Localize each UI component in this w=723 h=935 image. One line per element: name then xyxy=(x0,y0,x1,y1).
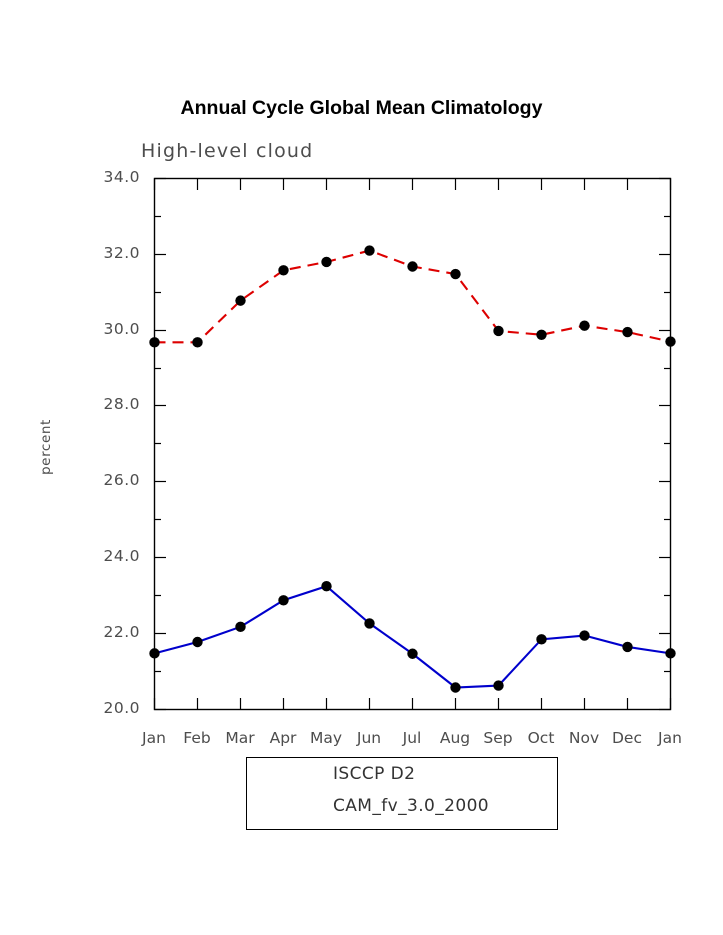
data-point-marker xyxy=(278,265,288,275)
data-point-marker xyxy=(235,295,245,305)
data-point-marker xyxy=(149,648,159,658)
x-tick-label: Apr xyxy=(269,729,297,747)
data-point-marker xyxy=(278,595,288,605)
data-point-marker xyxy=(579,630,589,640)
data-point-marker xyxy=(407,649,417,659)
legend-item-label: ISCCP D2 xyxy=(333,764,416,784)
x-tick-label: Nov xyxy=(568,729,600,747)
series-line xyxy=(155,586,671,687)
x-tick-label: Oct xyxy=(527,729,555,747)
y-tick-label: 28.0 xyxy=(103,395,140,413)
data-point-marker xyxy=(536,330,546,340)
y-tick-label: 34.0 xyxy=(103,168,140,186)
x-tick-label: Sep xyxy=(483,729,513,747)
y-tick-label: 32.0 xyxy=(103,244,140,262)
data-point-marker xyxy=(364,245,374,255)
data-point-marker xyxy=(321,581,331,591)
data-point-marker xyxy=(493,326,503,336)
data-point-marker xyxy=(149,337,159,347)
data-point-marker xyxy=(493,680,503,690)
data-point-marker xyxy=(536,634,546,644)
data-point-marker xyxy=(450,269,460,279)
legend xyxy=(246,757,558,830)
x-tick-label: Jun xyxy=(356,729,382,747)
chart-subtitle: High-level cloud xyxy=(141,140,314,162)
data-point-marker xyxy=(192,337,202,347)
y-tick-label: 20.0 xyxy=(103,699,140,717)
data-point-marker xyxy=(622,327,632,337)
data-point-marker xyxy=(407,261,417,271)
data-point-marker xyxy=(622,642,632,652)
data-point-marker xyxy=(665,648,675,658)
y-tick-label: 24.0 xyxy=(103,547,140,565)
x-tick-label: Jan xyxy=(658,729,682,747)
x-tick-label: May xyxy=(309,729,343,747)
x-tick-label: Jan xyxy=(142,729,166,747)
x-tick-label: Mar xyxy=(225,729,255,747)
data-point-marker xyxy=(364,618,374,628)
page-title: Annual Cycle Global Mean Climatology xyxy=(180,97,543,119)
data-point-marker xyxy=(192,637,202,647)
data-point-marker xyxy=(321,257,331,267)
y-tick-label: 22.0 xyxy=(103,623,140,641)
x-tick-label: Feb xyxy=(183,729,211,747)
x-tick-label: Dec xyxy=(612,729,642,747)
data-point-marker xyxy=(665,336,675,346)
legend-item-label: CAM_fv_3.0_2000 xyxy=(333,796,490,816)
x-tick-label: Jul xyxy=(402,729,422,747)
y-axis-label: percent xyxy=(38,419,54,475)
x-tick-label: Aug xyxy=(439,729,471,747)
y-tick-label: 26.0 xyxy=(103,471,140,489)
data-point-marker xyxy=(450,682,460,692)
data-point-marker xyxy=(235,622,245,632)
data-point-marker xyxy=(579,320,589,330)
y-tick-label: 30.0 xyxy=(103,320,140,338)
